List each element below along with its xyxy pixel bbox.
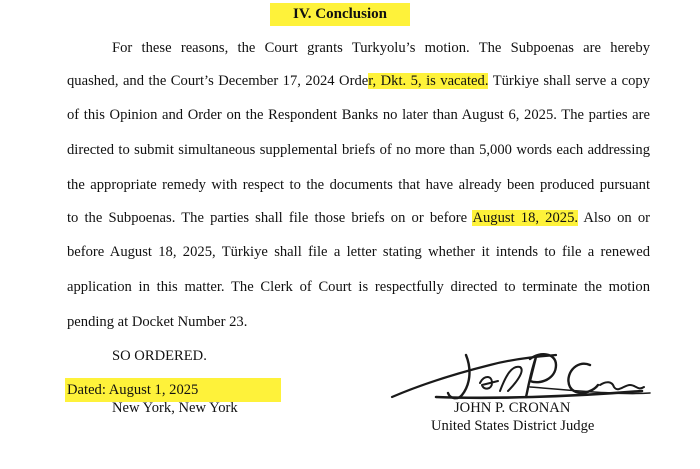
paragraph-line-9: pending at Docket Number 23. xyxy=(67,314,248,330)
highlight-brief-deadline: August 18, 2025. xyxy=(472,210,579,226)
so-ordered: SO ORDERED. xyxy=(112,348,207,364)
paragraph-line-6-text-b: Also on or xyxy=(578,210,650,226)
paragraph-line-6-text-a: to the Subpoenas. The parties shall file those briefs on or before xyxy=(67,210,473,226)
paragraph-line-4: directed to submit simultaneous supplemental briefs of no more than 5,000 words each addressing xyxy=(67,142,650,158)
dated-line: Dated: August 1, 2025 xyxy=(67,382,199,398)
paragraph-line-2-text-b: Türkiye shall serve a copy xyxy=(488,73,650,89)
paragraph-line-5: the appropriate remedy with respect to the documents that have already been produced pursuant xyxy=(67,177,650,193)
paragraph-line-2 xyxy=(67,70,650,92)
paragraph-line-8: application in this matter. The Clerk of Court is respectfully directed to terminate the motion xyxy=(67,279,650,295)
paragraph-line-7: before August 18, 2025, Türkiye shall file a letter stating whether it intends to file a renewed xyxy=(67,244,650,260)
paragraph-line-3: of this Opinion and Order on the Respondent Banks no later than August 6, 2025. The parties are xyxy=(67,107,650,123)
paragraph-line-1: For these reasons, the Court grants Turkyolu’s motion. The Subpoenas are hereby xyxy=(112,40,650,56)
paragraph-line-2-text-a: quashed, and the Court’s December 17, 2024 Orde xyxy=(67,73,369,89)
highlight-dkt-vacated: r, Dkt. 5, is vacated. xyxy=(368,73,489,89)
section-heading: IV. Conclusion xyxy=(270,3,410,26)
paragraph-line-6 xyxy=(67,207,650,229)
location-line: New York, New York xyxy=(112,400,238,416)
judge-name: JOHN P. CRONAN xyxy=(454,400,571,416)
judge-title: United States District Judge xyxy=(431,418,595,434)
